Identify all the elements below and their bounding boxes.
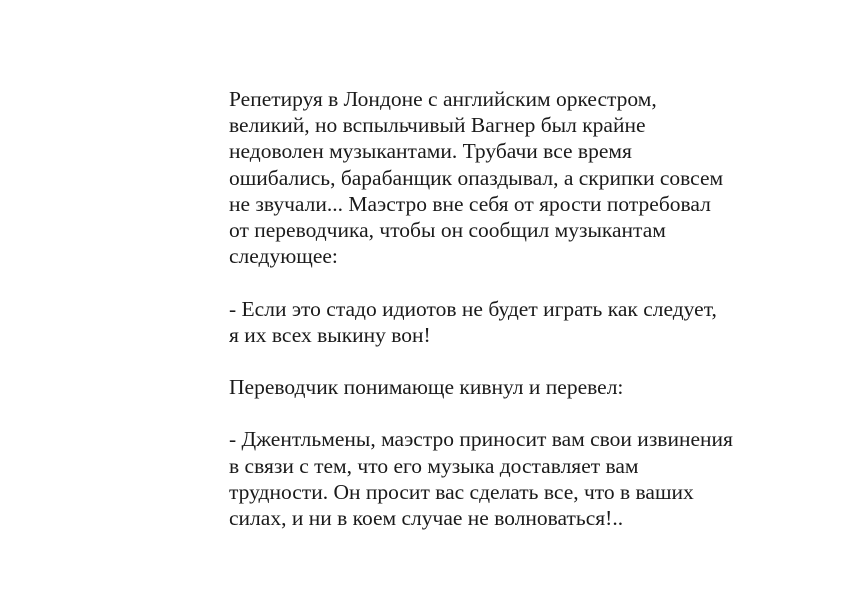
text-line: следующее:: [229, 244, 338, 269]
text-line: - Если это стадо идиотов не будет играть как следует,: [229, 296, 717, 321]
paragraph-gap: [229, 269, 789, 295]
text-line: Переводчик понимающе кивнул и перевел:: [229, 375, 624, 400]
paragraph-intro: [229, 86, 789, 269]
text-line: недоволен музыкантами. Трубачи все время: [229, 139, 632, 164]
text-line: Репетируя в Лондоне с английским оркестром,: [229, 87, 657, 111]
paragraph-wagner-quote: [229, 296, 789, 348]
text-line: от переводчика, чтобы он сообщил музыкантам: [229, 217, 666, 242]
paragraph-translator: [229, 374, 789, 400]
paragraph-gap: [229, 348, 789, 374]
text-line: - Джентльмены, маэстро приносит вам свои извинения: [229, 427, 733, 452]
text-line: силах, и ни в коем случае не волноваться!..: [229, 506, 624, 530]
paragraph-gap: [229, 400, 789, 426]
text-line: я их всех выкину вон!: [229, 322, 431, 347]
text-line: великий, но вспыльчивый Вагнер был крайне: [229, 113, 646, 138]
text-line: в связи с тем, что его музыка доставляет вам: [229, 453, 639, 478]
paragraph-translation: [229, 426, 789, 531]
text-line: трудности. Он просит вас сделать все, что в ваших: [229, 479, 694, 504]
text-line: не звучали... Маэстро вне себя от ярости потребовал: [229, 191, 711, 216]
text-line: ошибались, барабанщик опаздывал, а скрипки совсем: [229, 165, 724, 190]
anecdote-text: [229, 86, 789, 531]
